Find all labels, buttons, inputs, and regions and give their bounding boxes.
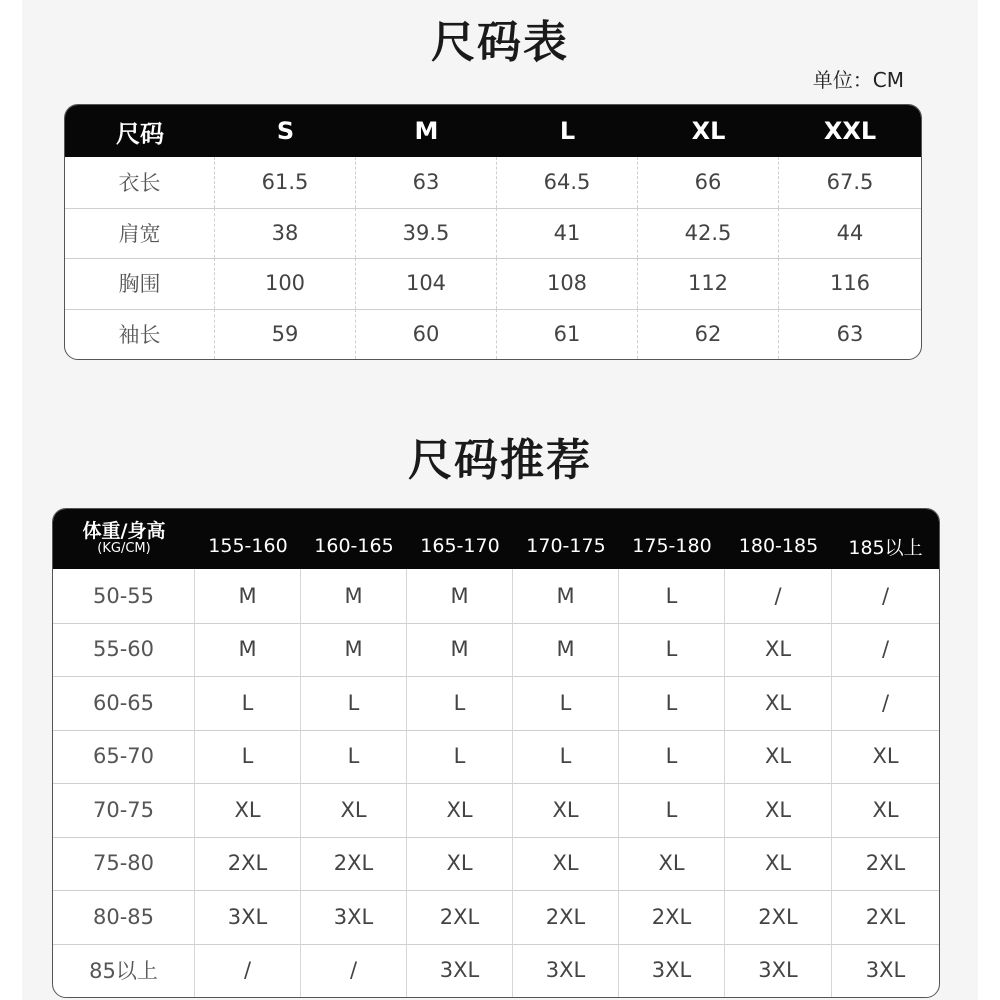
recommended-size: XL	[513, 783, 619, 837]
recommended-size: L	[619, 676, 725, 730]
recommended-size: 2XL	[513, 890, 619, 944]
weight-range-label: 80-85	[53, 890, 195, 944]
weight-range-label: 60-65	[53, 676, 195, 730]
weight-range-label: 70-75	[53, 783, 195, 837]
recommended-size: XL	[301, 783, 407, 837]
measurement-value: 61	[497, 309, 638, 360]
recommended-size: 2XL	[725, 890, 832, 944]
recommended-size: L	[619, 569, 725, 623]
measurement-value: 116	[829, 271, 871, 296]
recommended-size: 2XL	[865, 851, 906, 876]
recommended-size: 2XL	[865, 904, 906, 929]
size-header-cell: S	[276, 117, 295, 145]
recommended-size: L	[619, 730, 725, 784]
weight-range-label: 85以上	[53, 944, 195, 998]
corner-sublabel: (KG/CM)	[97, 541, 151, 557]
recommended-size: L	[513, 676, 619, 730]
recommended-size: XL	[619, 837, 725, 891]
measurement-value: 39.5	[356, 208, 497, 259]
measurement-value: 41	[497, 208, 638, 259]
measurement-value: 63	[836, 321, 864, 346]
measurement-label: 肩宽	[65, 208, 215, 259]
measurement-label: 胸围	[65, 258, 215, 309]
measurement-value: 38	[215, 208, 356, 259]
size-header-cell: XL	[691, 117, 726, 145]
recommended-size: /	[881, 637, 890, 662]
recommended-size: 3XL	[301, 890, 407, 944]
measurement-value: 112	[638, 258, 779, 309]
recommended-size: /	[195, 944, 301, 998]
table-row	[53, 623, 939, 678]
measurement-value: 60	[356, 309, 497, 360]
measurement-label: 袖长	[65, 309, 215, 360]
measurement-value: 59	[215, 309, 356, 360]
recommended-size: M	[301, 569, 407, 623]
recommended-size: /	[881, 583, 890, 608]
height-range-header: 180-185	[738, 535, 819, 557]
recommended-size: L	[407, 730, 513, 784]
measurement-value: 63	[356, 157, 497, 208]
recommended-size: L	[195, 676, 301, 730]
recommended-size: L	[619, 623, 725, 677]
height-range-header: 175-180	[632, 535, 712, 557]
size-header-label: 尺码	[116, 119, 164, 148]
recommended-size: /	[725, 569, 832, 623]
corner-header-cell	[53, 509, 195, 569]
table-row	[53, 837, 939, 892]
recommended-size: L	[301, 730, 407, 784]
recommended-size: /	[881, 690, 890, 715]
table-row	[65, 157, 921, 209]
recommended-size: 3XL	[195, 890, 301, 944]
recommended-size: XL	[725, 837, 832, 891]
weight-range-label: 65-70	[53, 730, 195, 784]
table-row	[53, 890, 939, 945]
measurement-value: 62	[638, 309, 779, 360]
measurement-value: 64.5	[497, 157, 638, 208]
recommended-size: M	[407, 623, 513, 677]
recommended-size: M	[195, 569, 301, 623]
table-row	[65, 208, 921, 260]
height-range-header: 160-165	[314, 535, 394, 557]
recommended-size: XL	[513, 837, 619, 891]
table-row	[65, 258, 921, 310]
size-chart-header	[65, 105, 921, 157]
height-range-header: 170-175	[526, 535, 606, 557]
measurement-value: 67.5	[826, 170, 874, 195]
recommended-size: /	[301, 944, 407, 998]
size-chart-table	[64, 104, 922, 360]
size-recommend-table	[52, 508, 940, 998]
recommended-size: 2XL	[195, 837, 301, 891]
recommended-size: M	[407, 569, 513, 623]
recommended-size: XL	[407, 837, 513, 891]
table-row	[53, 730, 939, 785]
recommended-size: M	[513, 569, 619, 623]
recommended-size: XL	[195, 783, 301, 837]
recommended-size: M	[195, 623, 301, 677]
recommended-size: L	[513, 730, 619, 784]
recommended-size: M	[513, 623, 619, 677]
recommended-size: XL	[725, 623, 832, 677]
height-range-header: 185以上	[848, 536, 923, 559]
recommended-size: 2XL	[619, 890, 725, 944]
recommended-size: 2XL	[407, 890, 513, 944]
table-row	[53, 569, 939, 624]
table-row	[53, 676, 939, 731]
recommended-size: M	[301, 623, 407, 677]
recommended-size: 3XL	[407, 944, 513, 998]
measurement-value: 61.5	[215, 157, 356, 208]
size-header-cell: M	[414, 117, 439, 145]
recommended-size: XL	[725, 676, 832, 730]
recommended-size: XL	[407, 783, 513, 837]
weight-range-label: 55-60	[53, 623, 195, 677]
size-chart-title: 尺码表	[431, 17, 569, 68]
measurement-label: 衣长	[65, 157, 215, 208]
weight-range-label: 75-80	[53, 837, 195, 891]
corner-label: 体重/身高	[82, 519, 166, 542]
measurement-value: 108	[497, 258, 638, 309]
size-header-cell: L	[559, 117, 576, 145]
measurement-value: 42.5	[638, 208, 779, 259]
recommended-size: XL	[872, 797, 899, 822]
unit-label: 单位：CM	[812, 68, 904, 92]
table-row	[65, 309, 921, 360]
recommended-size: 2XL	[301, 837, 407, 891]
recommended-size: 3XL	[619, 944, 725, 998]
height-range-header: 165-170	[420, 535, 500, 557]
weight-range-label: 50-55	[53, 569, 195, 623]
recommended-size: XL	[725, 730, 832, 784]
recommended-size: L	[195, 730, 301, 784]
recommended-size: L	[301, 676, 407, 730]
recommended-size: 3XL	[865, 958, 906, 983]
recommended-size: L	[407, 676, 513, 730]
measurement-value: 100	[215, 258, 356, 309]
recommended-size: 3XL	[513, 944, 619, 998]
measurement-value: 104	[356, 258, 497, 309]
recommended-size: XL	[725, 783, 832, 837]
size-recommend-header	[53, 509, 939, 569]
size-header-cell: XXL	[823, 117, 877, 145]
table-row	[53, 783, 939, 838]
height-range-header: 155-160	[208, 535, 288, 557]
recommended-size: L	[619, 783, 725, 837]
table-row	[53, 944, 939, 998]
measurement-value: 44	[836, 220, 864, 245]
recommended-size: XL	[872, 744, 899, 769]
size-recommend-title: 尺码推荐	[408, 435, 592, 486]
recommended-size: 3XL	[725, 944, 832, 998]
measurement-value: 66	[638, 157, 779, 208]
